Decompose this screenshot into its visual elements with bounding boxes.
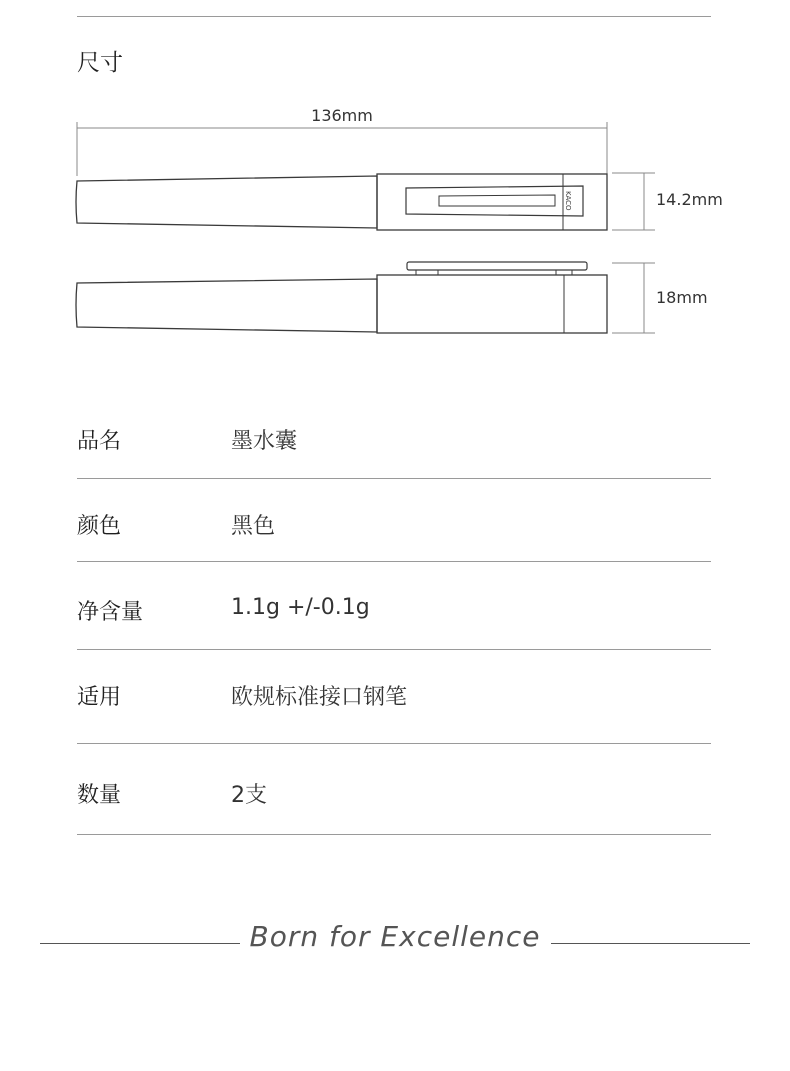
spec-divider bbox=[77, 478, 711, 479]
pen-side-clip-foot-left bbox=[416, 270, 438, 275]
pen-clip-outline bbox=[406, 186, 583, 216]
spec-label-quantity: 数量 bbox=[77, 783, 122, 808]
length-dimension-label: 136mm bbox=[311, 106, 373, 125]
spec-value-quantity: 2支 bbox=[231, 783, 267, 808]
pen-side-clip-foot-right bbox=[556, 270, 572, 275]
footer-line-right bbox=[551, 943, 750, 944]
pen-side-cap bbox=[377, 275, 607, 333]
spec-divider bbox=[77, 649, 711, 650]
pen-side-barrel bbox=[76, 279, 377, 332]
spec-value-name: 墨水囊 bbox=[231, 429, 298, 454]
footer-line-left bbox=[40, 943, 240, 944]
spec-label-net-content: 净含量 bbox=[77, 600, 144, 625]
spec-value-compatible: 欧规标准接口钢笔 bbox=[231, 685, 408, 710]
pen-side-clip bbox=[407, 262, 587, 270]
footer-slogan: Born for Excellence bbox=[249, 920, 541, 953]
pen-clip-inner bbox=[439, 195, 555, 206]
spec-divider bbox=[77, 561, 711, 562]
spec-divider bbox=[77, 743, 711, 744]
spec-value-net-content: 1.1g +/-0.1g bbox=[231, 595, 370, 620]
spec-divider bbox=[77, 834, 711, 835]
pen-top-barrel bbox=[76, 176, 377, 228]
spec-label-compatible: 适用 bbox=[77, 685, 122, 710]
height-dimension-label: 18mm bbox=[656, 288, 708, 307]
spec-label-name: 品名 bbox=[77, 429, 122, 454]
spec-label-color: 颜色 bbox=[77, 514, 122, 539]
pen-logo: KACO bbox=[564, 191, 572, 211]
size-section-title: 尺寸 bbox=[77, 50, 123, 76]
width-dimension-label: 14.2mm bbox=[656, 190, 723, 209]
pen-dimension-diagram bbox=[0, 0, 790, 360]
spec-value-color: 黑色 bbox=[231, 514, 276, 539]
